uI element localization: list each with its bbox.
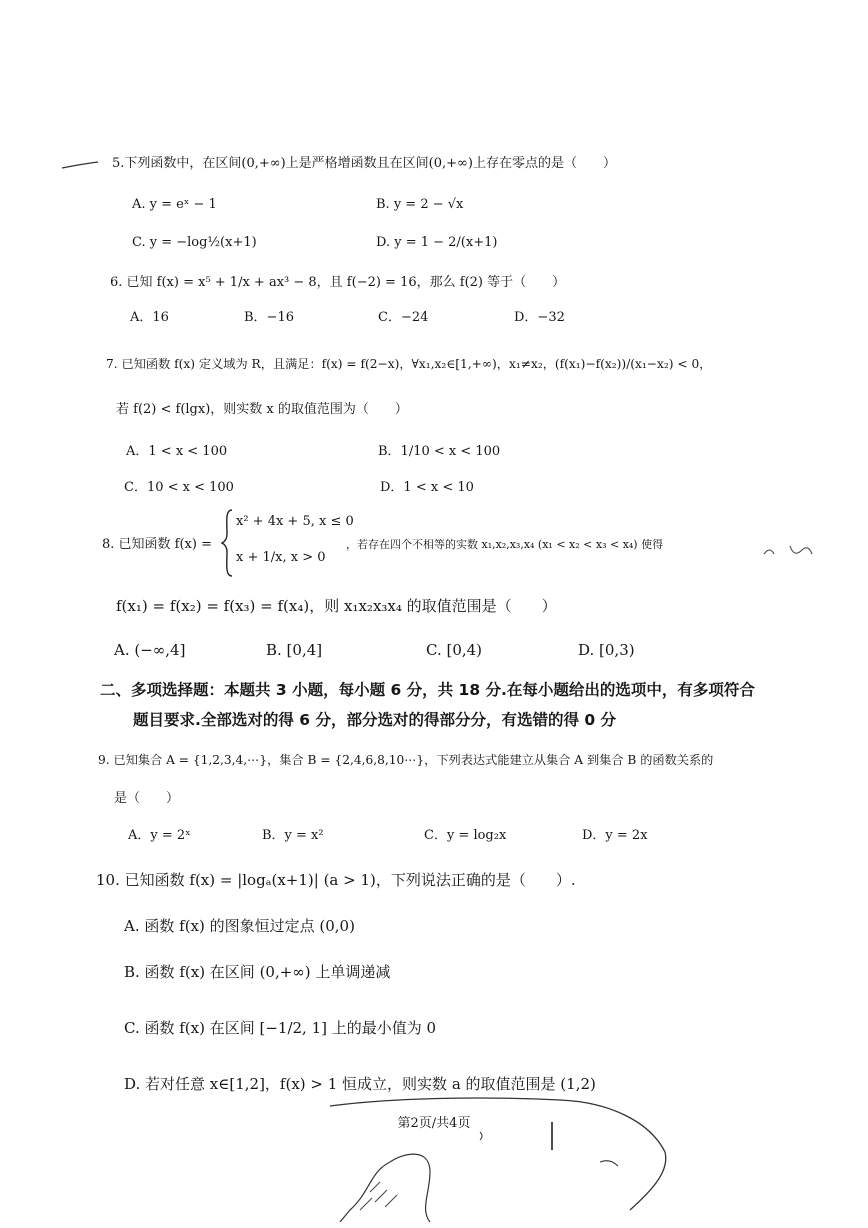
q7-option-b[interactable]: B．1/10 < x < 100 xyxy=(378,444,501,459)
q9-option-b[interactable]: B．y = x² xyxy=(262,828,324,843)
q9-stem: 9. 已知集合 A = {1,2,3,4,⋯}，集合 B = {2,4,6,8,10⋯}，下列表达式能建立从集合 A 到集合 B 的函数关系的 xyxy=(98,753,714,767)
q10-option-b[interactable]: B. 函数 f(x) 在区间 (0,+∞) 上单调递减 xyxy=(124,963,391,981)
q9-stem-2: 是（ ） xyxy=(114,791,180,806)
q9-option-a[interactable]: A．y = 2ˣ xyxy=(128,828,191,843)
bottom-sketch xyxy=(330,1092,700,1222)
q8-option-d[interactable]: D. [0,3) xyxy=(578,641,635,659)
q10-stem: 10. 已知函数 f(x) = |logₐ(x+1)| (a > 1)，下列说法正确的是（ ）. xyxy=(96,871,576,889)
q7-option-c[interactable]: C．10 < x < 100 xyxy=(124,480,234,495)
page-number: 第2页/共4页 xyxy=(397,1116,471,1131)
q6-stem: 6. 已知 f(x) = x⁵ + 1/x + ax³ − 8，且 f(−2) = 16，那么 f(2) 等于（ ） xyxy=(110,275,566,290)
q8-stem-2: f(x₁) = f(x₂) = f(x₃) = f(x₄)，则 x₁x₂x₃x₄ 的取值范围是（ ） xyxy=(116,597,557,615)
q8-stem-suffix: ，若存在四个不相等的实数 x₁,x₂,x₃,x₄ (x₁ < x₂ < x₃ < x₄) 使得 xyxy=(346,538,664,551)
q7-stem-2: 若 f(2) < f(lgx)，则实数 x 的取值范围为（ ） xyxy=(116,402,408,417)
q7-stem: 7. 已知函数 f(x) 定义域为 R，且满足：f(x) = f(2−x)，∀x₁,x₂∈[1,+∞)，x₁≠x₂，(f(x₁)−f(x₂))/(x₁−x₂) < 0， xyxy=(106,357,712,371)
q7-option-d[interactable]: D．1 < x < 10 xyxy=(380,480,474,495)
q9-option-c[interactable]: C．y = log₂x xyxy=(424,828,507,843)
q8-option-a[interactable]: A. (−∞,4] xyxy=(114,641,186,659)
q8-piece-2: x + 1/x, x > 0 xyxy=(236,550,326,565)
margin-scribble xyxy=(760,532,820,568)
q8-stem-prefix: 8. 已知函数 f(x) = xyxy=(102,537,212,552)
q8-option-c[interactable]: C. [0,4) xyxy=(426,641,483,659)
q10-option-a[interactable]: A. 函数 f(x) 的图象恒过定点 (0,0) xyxy=(124,917,355,935)
q8-piece-1: x² + 4x + 5, x ≤ 0 xyxy=(236,514,354,529)
q5-option-b[interactable]: B. y = 2 − √x xyxy=(376,197,464,212)
q5-option-c[interactable]: C. y = −log½(x+1) xyxy=(132,235,257,250)
q8-option-b[interactable]: B. [0,4] xyxy=(266,641,323,659)
q6-option-b[interactable]: B．−16 xyxy=(244,310,294,325)
piecewise-brace xyxy=(220,508,234,578)
q7-option-a[interactable]: A．1 < x < 100 xyxy=(126,444,228,459)
section-2-heading: 二、多项选择题：本题共 3 小题，每小题 6 分，共 18 分.在每小题给出的选项中，有多项符合 xyxy=(100,681,755,699)
q6-option-d[interactable]: D．−32 xyxy=(514,310,565,325)
q10-option-d[interactable]: D. 若对任意 x∈[1,2]，f(x) > 1 恒成立，则实数 a 的取值范围是 (1,2) xyxy=(124,1075,596,1093)
q10-option-c[interactable]: C. 函数 f(x) 在区间 [−1/2, 1] 上的最小值为 0 xyxy=(124,1019,437,1037)
q5-option-a[interactable]: A. y = eˣ − 1 xyxy=(132,197,217,212)
section-2-heading-line-2: 题目要求.全部选对的得 6 分，部分选对的得部分分，有选错的得 0 分 xyxy=(133,711,617,729)
q5-stem: 5.下列函数中，在区间(0,+∞)上是严格增函数且在区间(0,+∞)上存在零点的是（ ） xyxy=(112,156,616,171)
q5-option-d[interactable]: D. y = 1 − 2/(x+1) xyxy=(376,235,498,250)
q9-option-d[interactable]: D．y = 2x xyxy=(582,828,648,843)
q6-option-a[interactable]: A．16 xyxy=(130,310,169,325)
q6-option-c[interactable]: C．−24 xyxy=(378,310,429,325)
pen-mark xyxy=(60,160,102,174)
